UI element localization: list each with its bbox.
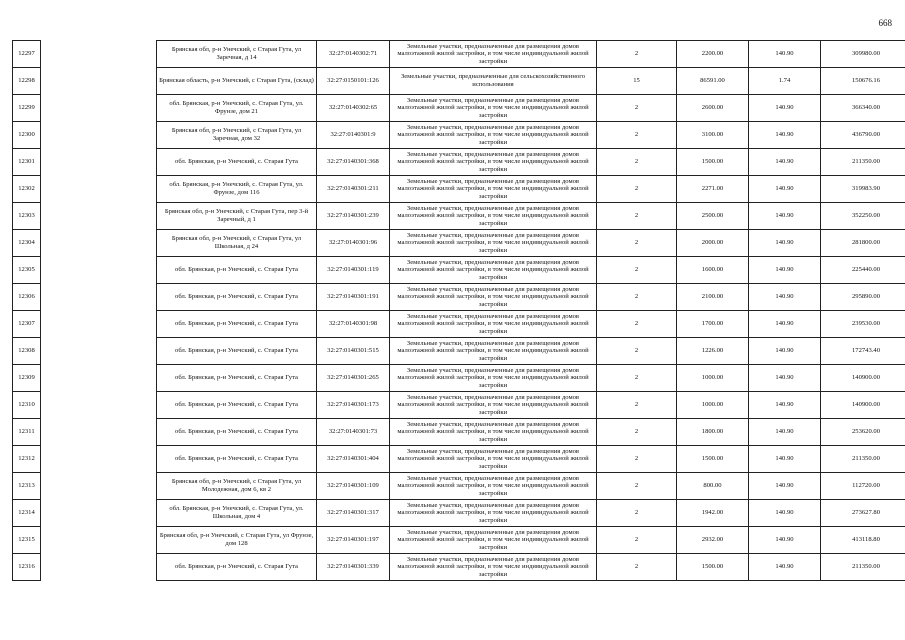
land-use-cell: Земельные участки, предназначенные для размещения домов малоэтажной жилой застройки, в том числе индивидуальной жилой застройки bbox=[390, 419, 597, 446]
table-row bbox=[13, 230, 905, 257]
table-row bbox=[13, 473, 905, 500]
area-cell: 1000.00 bbox=[677, 392, 749, 419]
table-row bbox=[13, 338, 905, 365]
row-id-cell: 12298 bbox=[13, 68, 41, 95]
spacer-cell bbox=[41, 554, 157, 581]
page-number: 668 bbox=[878, 18, 892, 28]
land-use-cell: Земельные участки, предназначенные для размещения домов малоэтажной жилой застройки, в том числе индивидуальной жилой застройки bbox=[390, 338, 597, 365]
cadastral-value-cell: 413118.80 bbox=[821, 527, 905, 554]
area-cell: 1942.00 bbox=[677, 500, 749, 527]
area-cell: 1700.00 bbox=[677, 311, 749, 338]
cadastral-number-cell: 32:27:0140301:339 bbox=[317, 554, 390, 581]
area-cell: 2600.00 bbox=[677, 95, 749, 122]
use-group-cell: 2 bbox=[597, 230, 677, 257]
specific-value-cell: 140.90 bbox=[749, 122, 821, 149]
row-id-cell: 12309 bbox=[13, 365, 41, 392]
cadastral-number-cell: 32:27:0140301:265 bbox=[317, 365, 390, 392]
specific-value-cell: 140.90 bbox=[749, 392, 821, 419]
spacer-cell bbox=[41, 41, 157, 68]
cadastral-value-cell: 140900.00 bbox=[821, 365, 905, 392]
area-cell: 1600.00 bbox=[677, 257, 749, 284]
specific-value-cell: 140.90 bbox=[749, 149, 821, 176]
address-cell: Брянская обл, р-н Унечский, с Старая Гута, ул Заречная, дом 32 bbox=[157, 122, 317, 149]
spacer-cell bbox=[41, 473, 157, 500]
specific-value-cell: 140.90 bbox=[749, 527, 821, 554]
table-body bbox=[13, 41, 905, 581]
area-cell: 2000.00 bbox=[677, 230, 749, 257]
use-group-cell: 2 bbox=[597, 311, 677, 338]
cadastral-value-cell: 239530.00 bbox=[821, 311, 905, 338]
area-cell: 1500.00 bbox=[677, 446, 749, 473]
specific-value-cell: 140.90 bbox=[749, 446, 821, 473]
cadastral-number-cell: 32:27:0140301:73 bbox=[317, 419, 390, 446]
land-use-cell: Земельные участки, предназначенные для размещения домов малоэтажной жилой застройки, в том числе индивидуальной жилой застройки bbox=[390, 311, 597, 338]
address-cell: обл. Брянская, р-н Унечский, с. Старая Гута bbox=[157, 284, 317, 311]
land-use-cell: Земельные участки, предназначенные для размещения домов малоэтажной жилой застройки, в том числе индивидуальной жилой застройки bbox=[390, 257, 597, 284]
land-use-cell: Земельные участки, предназначенные для размещения домов малоэтажной жилой застройки, в том числе индивидуальной жилой застройки bbox=[390, 176, 597, 203]
table-row bbox=[13, 446, 905, 473]
cadastral-value-cell: 150676.16 bbox=[821, 68, 905, 95]
table-row bbox=[13, 311, 905, 338]
cadastral-value-cell: 436790.00 bbox=[821, 122, 905, 149]
row-id-cell: 12315 bbox=[13, 527, 41, 554]
cadastral-number-cell: 32:27:0140301:515 bbox=[317, 338, 390, 365]
spacer-cell bbox=[41, 419, 157, 446]
cadastral-value-cell: 112720.00 bbox=[821, 473, 905, 500]
cadastral-number-cell: 32:27:0140301:317 bbox=[317, 500, 390, 527]
cadastral-number-cell: 32:27:0140301:404 bbox=[317, 446, 390, 473]
land-use-cell: Земельные участки, предназначенные для размещения домов малоэтажной жилой застройки, в том числе индивидуальной жилой застройки bbox=[390, 392, 597, 419]
specific-value-cell: 140.90 bbox=[749, 257, 821, 284]
address-cell: обл. Брянская, р-н Унечский, с. Старая Гута bbox=[157, 419, 317, 446]
spacer-cell bbox=[41, 203, 157, 230]
use-group-cell: 2 bbox=[597, 41, 677, 68]
spacer-cell bbox=[41, 365, 157, 392]
use-group-cell: 2 bbox=[597, 365, 677, 392]
address-cell: Брянская область, р-н Унечский, с Старая Гута, (склад) bbox=[157, 68, 317, 95]
table-row bbox=[13, 500, 905, 527]
cadastral-number-cell: 32:27:0140301:239 bbox=[317, 203, 390, 230]
row-id-cell: 12310 bbox=[13, 392, 41, 419]
specific-value-cell: 140.90 bbox=[749, 473, 821, 500]
cadastral-value-cell: 319983.90 bbox=[821, 176, 905, 203]
row-id-cell: 12305 bbox=[13, 257, 41, 284]
row-id-cell: 12307 bbox=[13, 311, 41, 338]
specific-value-cell: 1.74 bbox=[749, 68, 821, 95]
area-cell: 1226.00 bbox=[677, 338, 749, 365]
table-row bbox=[13, 95, 905, 122]
cadastral-number-cell: 32:27:0150101:126 bbox=[317, 68, 390, 95]
cadastral-number-cell: 32:27:0140301:197 bbox=[317, 527, 390, 554]
land-use-cell: Земельные участки, предназначенные для размещения домов малоэтажной жилой застройки, в том числе индивидуальной жилой застройки bbox=[390, 365, 597, 392]
cadastral-value-cell: 273627.80 bbox=[821, 500, 905, 527]
cadastral-value-cell: 352250.00 bbox=[821, 203, 905, 230]
cadastral-number-cell: 32:27:0140301:119 bbox=[317, 257, 390, 284]
address-cell: обл. Брянская, р-н Унечский, с. Старая Гута bbox=[157, 257, 317, 284]
area-cell: 800.00 bbox=[677, 473, 749, 500]
use-group-cell: 2 bbox=[597, 176, 677, 203]
spacer-cell bbox=[41, 392, 157, 419]
row-id-cell: 12312 bbox=[13, 446, 41, 473]
row-id-cell: 12311 bbox=[13, 419, 41, 446]
table-row bbox=[13, 284, 905, 311]
area-cell: 1500.00 bbox=[677, 554, 749, 581]
row-id-cell: 12316 bbox=[13, 554, 41, 581]
spacer-cell bbox=[41, 338, 157, 365]
spacer-cell bbox=[41, 527, 157, 554]
cadastral-value-cell: 281800.00 bbox=[821, 230, 905, 257]
spacer-cell bbox=[41, 284, 157, 311]
cadastral-number-cell: 32:27:0140302:71 bbox=[317, 41, 390, 68]
land-use-cell: Земельные участки, предназначенные для размещения домов малоэтажной жилой застройки, в том числе индивидуальной жилой застройки bbox=[390, 95, 597, 122]
address-cell: обл. Брянская, р-н Унечский, с. Старая Гута, ул. Школьная, дом 4 bbox=[157, 500, 317, 527]
cadastral-number-cell: 32:27:0140301:173 bbox=[317, 392, 390, 419]
specific-value-cell: 140.90 bbox=[749, 311, 821, 338]
row-id-cell: 12306 bbox=[13, 284, 41, 311]
address-cell: обл. Брянская, р-н Унечский, с. Старая Гута bbox=[157, 149, 317, 176]
cadastral-value-cell: 211350.00 bbox=[821, 554, 905, 581]
table-row bbox=[13, 122, 905, 149]
row-id-cell: 12304 bbox=[13, 230, 41, 257]
land-use-cell: Земельные участки, предназначенные для размещения домов малоэтажной жилой застройки, в том числе индивидуальной жилой застройки bbox=[390, 500, 597, 527]
specific-value-cell: 140.90 bbox=[749, 41, 821, 68]
address-cell: обл. Брянская, р-н Унечский, с. Старая Гута bbox=[157, 311, 317, 338]
area-cell: 1000.00 bbox=[677, 365, 749, 392]
land-use-cell: Земельные участки, предназначенные для размещения домов малоэтажной жилой застройки, в том числе индивидуальной жилой застройки bbox=[390, 41, 597, 68]
cadastral-value-cell: 211350.00 bbox=[821, 149, 905, 176]
use-group-cell: 2 bbox=[597, 122, 677, 149]
table-row bbox=[13, 68, 905, 95]
address-cell: Брянская обл, р-н Унечский, с Старая Гута, ул Школьная, д 24 bbox=[157, 230, 317, 257]
area-cell: 1800.00 bbox=[677, 419, 749, 446]
table-row bbox=[13, 176, 905, 203]
cadastral-value-cell: 172743.40 bbox=[821, 338, 905, 365]
table-row bbox=[13, 257, 905, 284]
table-row bbox=[13, 419, 905, 446]
row-id-cell: 12299 bbox=[13, 95, 41, 122]
cadastral-number-cell: 32:27:0140302:65 bbox=[317, 95, 390, 122]
land-use-cell: Земельные участки, предназначенные для размещения домов малоэтажной жилой застройки, в том числе индивидуальной жилой застройки bbox=[390, 203, 597, 230]
use-group-cell: 2 bbox=[597, 527, 677, 554]
land-use-cell: Земельные участки, предназначенные для сельскохозяйственного использования bbox=[390, 68, 597, 95]
cadastral-number-cell: 32:27:0140301:368 bbox=[317, 149, 390, 176]
cadastral-number-cell: 32:27:0140301:211 bbox=[317, 176, 390, 203]
spacer-cell bbox=[41, 446, 157, 473]
row-id-cell: 12302 bbox=[13, 176, 41, 203]
use-group-cell: 2 bbox=[597, 338, 677, 365]
table-row bbox=[13, 149, 905, 176]
table-row bbox=[13, 527, 905, 554]
use-group-cell: 2 bbox=[597, 203, 677, 230]
use-group-cell: 2 bbox=[597, 284, 677, 311]
address-cell: Брянская обл, р-н Унечский, с Старая Гута, ул Заречная, д 14 bbox=[157, 41, 317, 68]
area-cell: 2100.00 bbox=[677, 284, 749, 311]
area-cell: 3100.00 bbox=[677, 122, 749, 149]
table-row bbox=[13, 41, 905, 68]
address-cell: обл. Брянская, р-н Унечский, с. Старая Гута bbox=[157, 446, 317, 473]
land-use-cell: Земельные участки, предназначенные для размещения домов малоэтажной жилой застройки, в том числе индивидуальной жилой застройки bbox=[390, 554, 597, 581]
cadastral-value-cell: 253620.00 bbox=[821, 419, 905, 446]
table-row bbox=[13, 203, 905, 230]
use-group-cell: 2 bbox=[597, 149, 677, 176]
cadastral-value-cell: 295890.00 bbox=[821, 284, 905, 311]
specific-value-cell: 140.90 bbox=[749, 338, 821, 365]
address-cell: Брянская обл, р-н Унечский, с Старая Гута, ул Молодежная, дом 6, кв 2 bbox=[157, 473, 317, 500]
use-group-cell: 2 bbox=[597, 554, 677, 581]
cadastral-value-cell: 309980.00 bbox=[821, 41, 905, 68]
row-id-cell: 12303 bbox=[13, 203, 41, 230]
spacer-cell bbox=[41, 95, 157, 122]
cadastral-number-cell: 32:27:0140301:98 bbox=[317, 311, 390, 338]
address-cell: обл. Брянская, р-н Унечский, с. Старая Гута bbox=[157, 554, 317, 581]
table-row bbox=[13, 365, 905, 392]
spacer-cell bbox=[41, 257, 157, 284]
row-id-cell: 12300 bbox=[13, 122, 41, 149]
table-row bbox=[13, 554, 905, 581]
table-row bbox=[13, 392, 905, 419]
use-group-cell: 2 bbox=[597, 446, 677, 473]
specific-value-cell: 140.90 bbox=[749, 554, 821, 581]
spacer-cell bbox=[41, 500, 157, 527]
use-group-cell: 2 bbox=[597, 500, 677, 527]
address-cell: Брянская обл, р-н Унечский, с Старая Гута, пер 3-й Заречный, д 1 bbox=[157, 203, 317, 230]
land-use-cell: Земельные участки, предназначенные для размещения домов малоэтажной жилой застройки, в том числе индивидуальной жилой застройки bbox=[390, 122, 597, 149]
specific-value-cell: 140.90 bbox=[749, 419, 821, 446]
area-cell: 2500.00 bbox=[677, 203, 749, 230]
use-group-cell: 2 bbox=[597, 95, 677, 122]
address-cell: обл. Брянская, р-н Унечский, с. Старая Гута bbox=[157, 392, 317, 419]
land-use-cell: Земельные участки, предназначенные для размещения домов малоэтажной жилой застройки, в том числе индивидуальной жилой застройки bbox=[390, 446, 597, 473]
use-group-cell: 2 bbox=[597, 473, 677, 500]
cadastral-value-cell: 225440.00 bbox=[821, 257, 905, 284]
address-cell: обл. Брянская, р-н Унечский, с. Старая Гута bbox=[157, 365, 317, 392]
area-cell: 2271.00 bbox=[677, 176, 749, 203]
use-group-cell: 2 bbox=[597, 257, 677, 284]
spacer-cell bbox=[41, 149, 157, 176]
cadastral-number-cell: 32:27:0140301:9 bbox=[317, 122, 390, 149]
specific-value-cell: 140.90 bbox=[749, 500, 821, 527]
land-use-cell: Земельные участки, предназначенные для размещения домов малоэтажной жилой застройки, в том числе индивидуальной жилой застройки bbox=[390, 149, 597, 176]
address-cell: обл. Брянская, р-н Унечский, с. Старая Гута, ул. Фрунзе, дом 116 bbox=[157, 176, 317, 203]
spacer-cell bbox=[41, 122, 157, 149]
use-group-cell: 15 bbox=[597, 68, 677, 95]
use-group-cell: 2 bbox=[597, 419, 677, 446]
specific-value-cell: 140.90 bbox=[749, 203, 821, 230]
specific-value-cell: 140.90 bbox=[749, 365, 821, 392]
row-id-cell: 12308 bbox=[13, 338, 41, 365]
use-group-cell: 2 bbox=[597, 392, 677, 419]
area-cell: 1500.00 bbox=[677, 149, 749, 176]
cadastral-value-cell: 140900.00 bbox=[821, 392, 905, 419]
land-use-cell: Земельные участки, предназначенные для размещения домов малоэтажной жилой застройки, в том числе индивидуальной жилой застройки bbox=[390, 473, 597, 500]
specific-value-cell: 140.90 bbox=[749, 284, 821, 311]
spacer-cell bbox=[41, 176, 157, 203]
area-cell: 2200.00 bbox=[677, 41, 749, 68]
cadastral-number-cell: 32:27:0140301:96 bbox=[317, 230, 390, 257]
specific-value-cell: 140.90 bbox=[749, 230, 821, 257]
land-use-cell: Земельные участки, предназначенные для размещения домов малоэтажной жилой застройки, в том числе индивидуальной жилой застройки bbox=[390, 230, 597, 257]
spacer-cell bbox=[41, 68, 157, 95]
land-use-cell: Земельные участки, предназначенные для размещения домов малоэтажной жилой застройки, в том числе индивидуальной жилой застройки bbox=[390, 527, 597, 554]
row-id-cell: 12314 bbox=[13, 500, 41, 527]
cadastral-number-cell: 32:27:0140301:109 bbox=[317, 473, 390, 500]
land-use-cell: Земельные участки, предназначенные для размещения домов малоэтажной жилой застройки, в том числе индивидуальной жилой застройки bbox=[390, 284, 597, 311]
spacer-cell bbox=[41, 311, 157, 338]
land-registry-table bbox=[12, 40, 905, 581]
address-cell: Брянская обл, р-н Унечский, с Старая Гута, ул Фрунзе, дом 128 bbox=[157, 527, 317, 554]
row-id-cell: 12297 bbox=[13, 41, 41, 68]
cadastral-value-cell: 211350.00 bbox=[821, 446, 905, 473]
specific-value-cell: 140.90 bbox=[749, 176, 821, 203]
row-id-cell: 12313 bbox=[13, 473, 41, 500]
spacer-cell bbox=[41, 230, 157, 257]
address-cell: обл. Брянская, р-н Унечский, с. Старая Гута bbox=[157, 338, 317, 365]
cadastral-value-cell: 366340.00 bbox=[821, 95, 905, 122]
row-id-cell: 12301 bbox=[13, 149, 41, 176]
address-cell: обл. Брянская, р-н Унечский, с. Старая Гута, ул. Фрунзе, дом 21 bbox=[157, 95, 317, 122]
cadastral-number-cell: 32:27:0140301:191 bbox=[317, 284, 390, 311]
area-cell: 2932.00 bbox=[677, 527, 749, 554]
specific-value-cell: 140.90 bbox=[749, 95, 821, 122]
area-cell: 86591.00 bbox=[677, 68, 749, 95]
